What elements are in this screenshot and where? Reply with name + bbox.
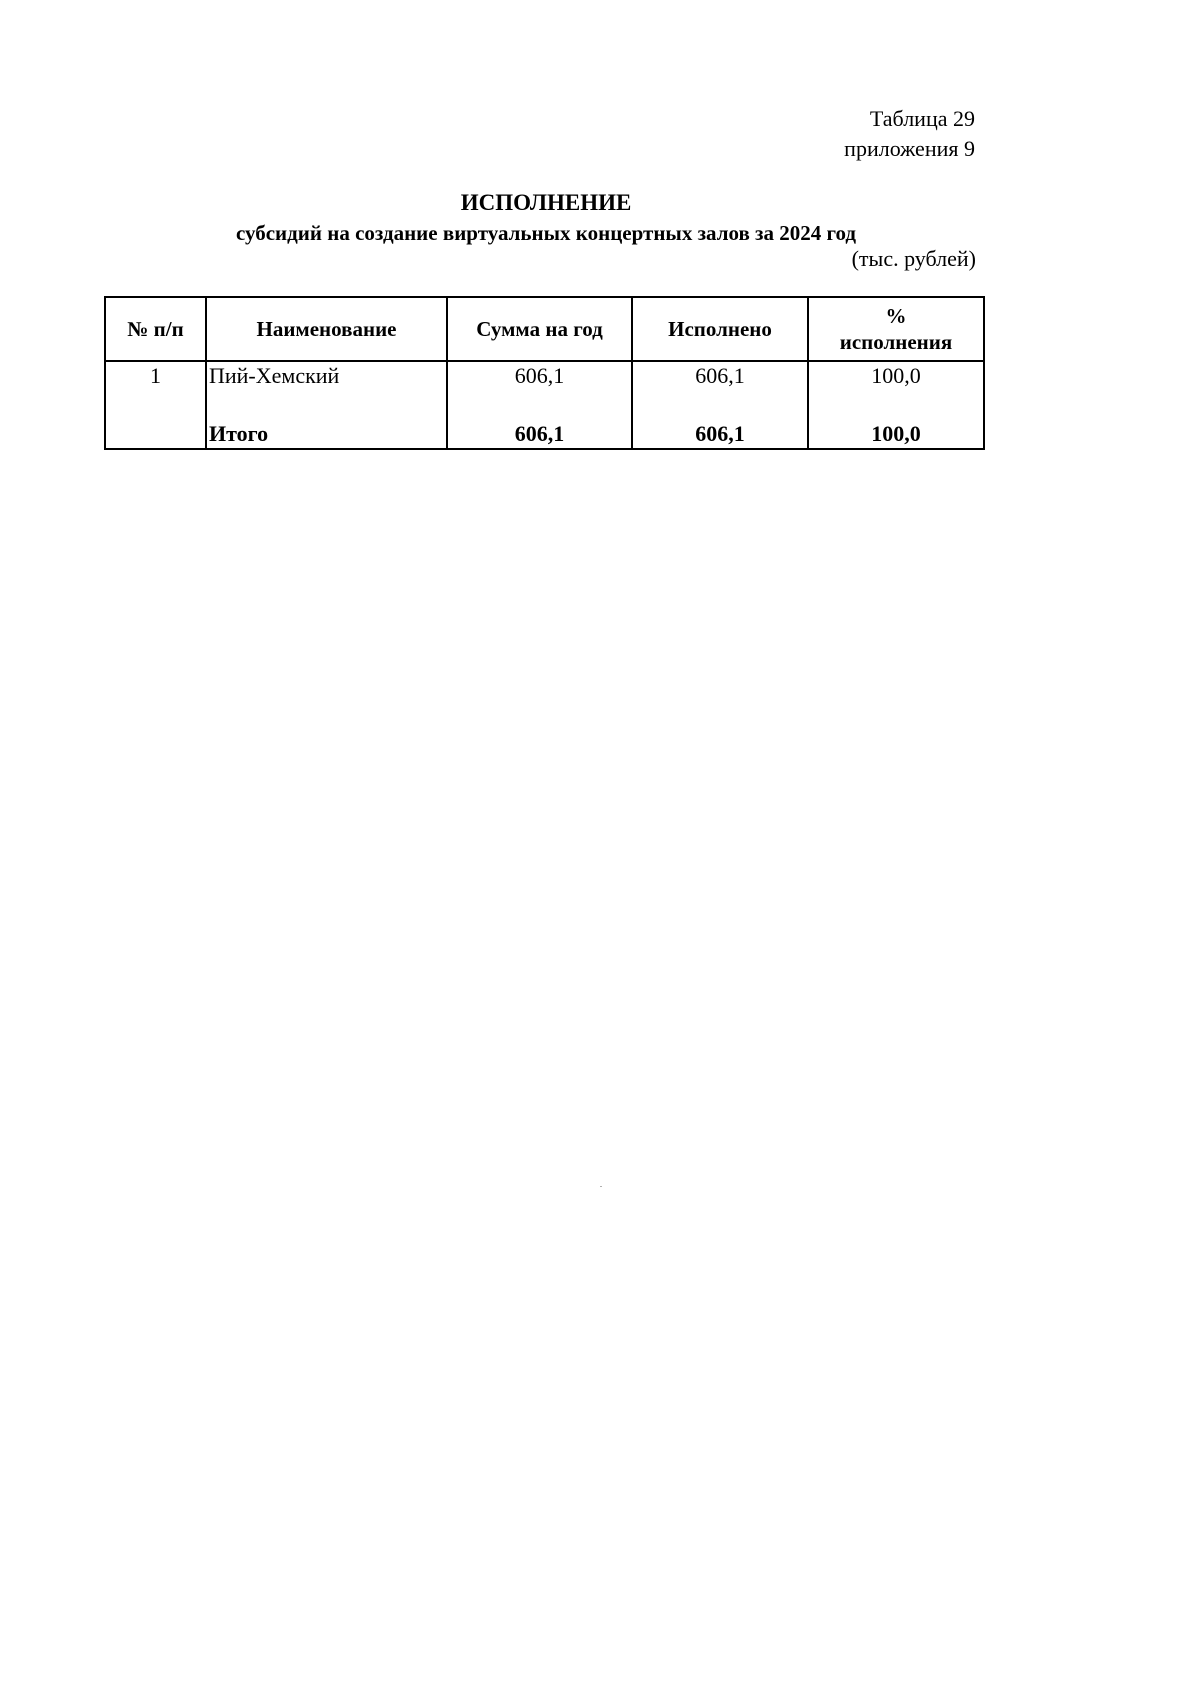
row-percent: 100,0 — [808, 361, 984, 418]
header-sum: Сумма на год — [447, 297, 632, 361]
row-done: 606,1 — [632, 361, 808, 418]
table-total-row — [105, 418, 984, 449]
execution-table — [104, 296, 985, 450]
total-percent: 100,0 — [808, 418, 984, 449]
total-sum: 606,1 — [447, 418, 632, 449]
header-percent — [808, 297, 984, 361]
header-percent-word: исполнения — [839, 330, 953, 354]
header-done: Исполнено — [632, 297, 808, 361]
row-name: Пий-Хемский — [206, 361, 447, 418]
scan-speck — [600, 1186, 602, 1187]
header-number: № п/п — [105, 297, 206, 361]
appendix-label: приложения 9 — [844, 136, 975, 161]
table-row — [105, 361, 984, 418]
document-title: ИСПОЛНЕНИЕ — [460, 190, 632, 215]
total-done: 606,1 — [632, 418, 808, 449]
row-sum: 606,1 — [447, 361, 632, 418]
header-name: Наименование — [206, 297, 447, 361]
units-label: (тыс. рублей) — [851, 246, 976, 271]
row-number: 1 — [105, 361, 206, 418]
table-header-row — [105, 297, 984, 361]
total-label: Итого — [206, 418, 447, 449]
total-number-cell — [105, 418, 206, 449]
table-number-label: Таблица 29 — [869, 106, 975, 131]
header-percent-sign: % — [885, 304, 907, 328]
document-subtitle: субсидий на создание виртуальных концертных залов за 2024 год — [235, 221, 857, 245]
table-reference — [844, 104, 975, 164]
